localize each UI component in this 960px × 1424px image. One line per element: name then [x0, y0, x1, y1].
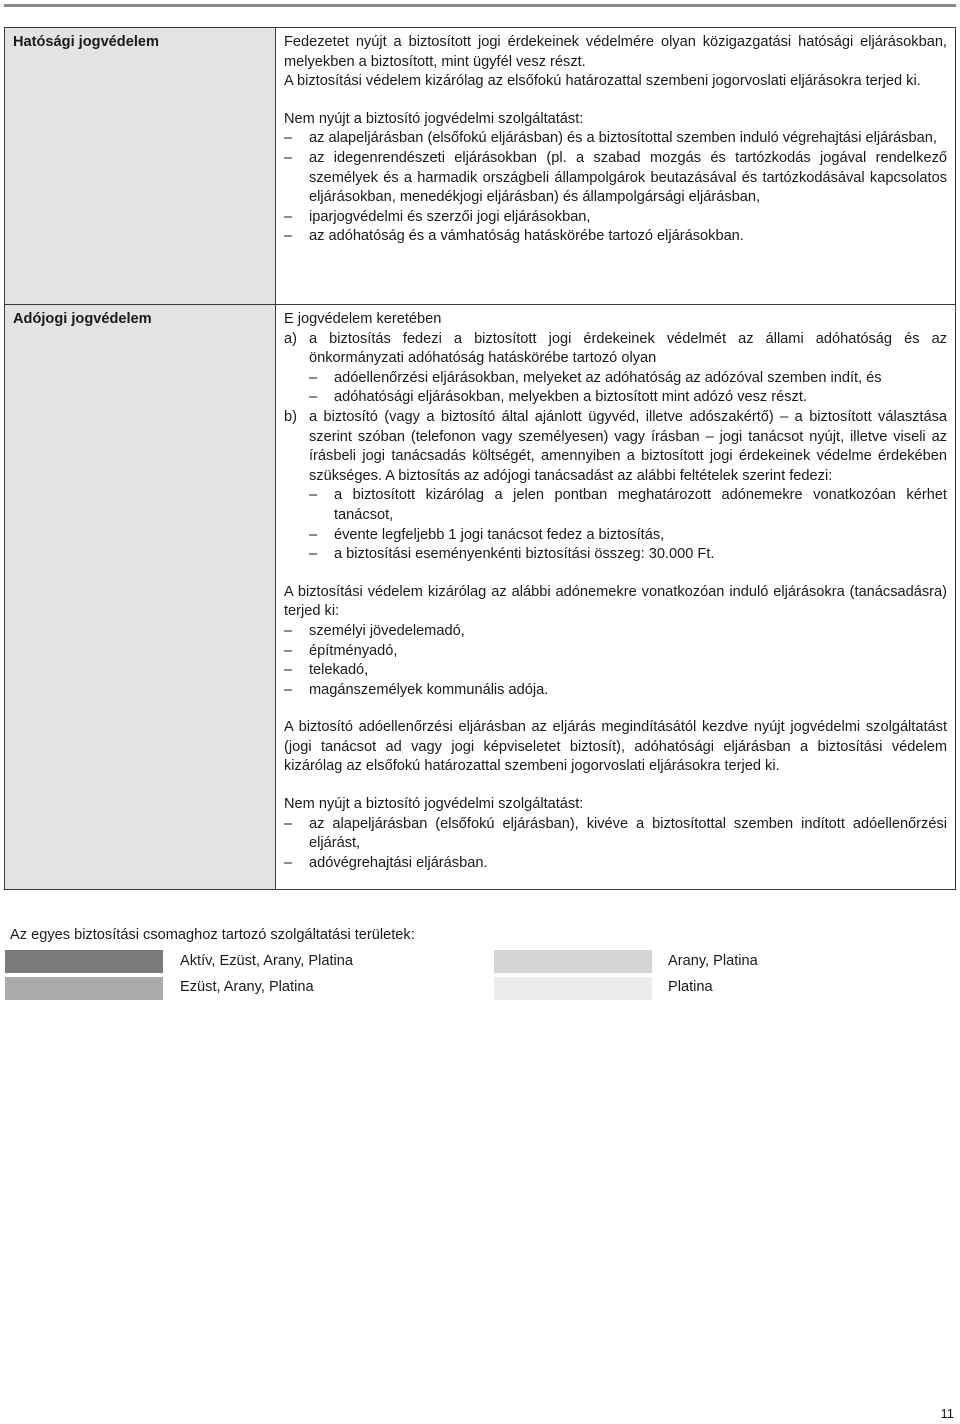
- paragraph: A biztosító adóellenőrzési eljárásban az eljárás megindításától kezdve nyújt jogvédelmi szolgáltatást (jogi tanácsot ad vagy jogi képviseletet biztosít), adóhatósági eljárásban a biztosítási védelem kizárólag az elsőfokú határozattal szembeni jogorvoslati eljárásokra terjed ki.: [284, 719, 947, 775]
- page-number: 11: [940, 1406, 954, 1421]
- list-item: – építményadó,: [284, 642, 947, 662]
- dash-marker: –: [284, 228, 293, 245]
- table-row: [5, 28, 956, 305]
- list-item: – magánszemélyek kommunális adója.: [284, 681, 947, 701]
- list-item: – az alapeljárásban (elsőfokú eljárásban) és a biztosítottal szemben induló végrehajtási eljárásban,: [284, 129, 947, 149]
- row-content: [276, 305, 956, 890]
- top-rule: [4, 4, 956, 7]
- legend-label: Arany, Platina: [668, 953, 758, 969]
- exclusions: [284, 795, 947, 873]
- list-item: – adóellenőrzési eljárásokban, melyeket az adóhatóság az adózóval szemben indít, és: [309, 369, 947, 389]
- legend-swatch: [5, 950, 163, 973]
- exclusions: [284, 110, 947, 247]
- dash-marker: –: [284, 681, 293, 698]
- legend-label: Platina: [668, 979, 713, 995]
- dash-marker: –: [309, 389, 318, 406]
- exclusions-title: Nem nyújt a biztosító jogvédelmi szolgáltatást:: [284, 796, 584, 813]
- paragraph: E jogvédelem keretében: [284, 311, 442, 327]
- dash-marker: –: [284, 815, 293, 832]
- item-marker: b): [284, 408, 297, 425]
- row-content: [276, 28, 956, 305]
- exclusions-title: Nem nyújt a biztosító jogvédelmi szolgáltatást:: [284, 110, 584, 127]
- dash-marker: –: [309, 546, 318, 563]
- dash-marker: –: [284, 662, 293, 679]
- list-item: – évente legfeljebb 1 jogi tanácsot fedez a biztosítás,: [309, 526, 947, 546]
- list-item: – személyi jövedelemadó,: [284, 622, 947, 642]
- dash-marker: –: [284, 642, 293, 659]
- coverage-table: [4, 27, 956, 890]
- legend-swatch: [494, 950, 652, 973]
- legend-title: Az egyes biztosítási csomaghoz tartozó szolgáltatási területek:: [10, 927, 415, 943]
- sub-list: [309, 369, 947, 408]
- legend: [10, 926, 415, 946]
- dash-marker: –: [284, 854, 293, 871]
- list-item: – a biztosított kizárólag a jelen pontban meghatározott adónemekre vonatkozóan kérhet tanácsot,: [309, 486, 947, 525]
- dash-marker: –: [284, 130, 293, 147]
- dash-marker: –: [284, 208, 293, 225]
- row-label: Hatósági jogvédelem: [5, 28, 276, 305]
- paragraph: Fedezetet nyújt a biztosított jogi érdekeinek védelmére olyan közigazgatási hatósági eljárásokban, melyekben a biztosított, mint ügyfél vesz részt.: [284, 34, 947, 70]
- legend-label: Ezüst, Arany, Platina: [180, 979, 314, 995]
- list-item: – az idegenrendészeti eljárásokban (pl. a szabad mozgás és tartózkodás jogával rendelkező személyek és a harmadik országbeli állampolgárok beutazásával és tartózkodásával kapcsolatos eljárásokban, menedékjogi eljárásban) és állampolgársági eljárásban,: [284, 149, 947, 208]
- dash-marker: –: [284, 622, 293, 639]
- list-item: – az adóhatóság és a vámhatóság hatáskörébe tartozó eljárásokban.: [284, 227, 947, 247]
- legend-swatch: [494, 977, 652, 1000]
- dash-marker: –: [309, 487, 318, 504]
- dash-marker: –: [284, 149, 293, 166]
- list-item: a) a biztosítás fedezi a biztosított jogi érdekeinek védelmét az állami adóhatóság és az önkormányzati adóhatóság hatáskörébe tartozó olyan: [284, 330, 947, 369]
- list-item: – telekadó,: [284, 661, 947, 681]
- list-item: – a biztosítási eseményenkénti biztosítási összeg: 30.000 Ft.: [309, 545, 947, 565]
- dash-marker: –: [309, 526, 318, 543]
- list-item: – iparjogvédelmi és szerzői jogi eljárásokban,: [284, 208, 947, 228]
- paragraph: A biztosítási védelem kizárólag az elsőfokú határozattal szembeni jogorvoslati eljárásokra terjed ki.: [284, 73, 921, 90]
- list-item: – adóvégrehajtási eljárásban.: [284, 854, 947, 874]
- list-item: b) a biztosító (vagy a biztosító által ajánlott ügyvéd, illetve adószakértő) – a biztosított választása szerint szóban (telefonon vagy személyesen) vagy írásban – jogi tanácsot nyújt, illetve viseli az írásbeli jogi tanácsadás költségét, amennyiben a biztosított jogi érdekeinek védelme érdekében szükséges. A biztosítás az adójogi tanácsadást az alábbi feltételek szerint fedezi:: [284, 408, 947, 486]
- list-item: – az alapeljárásban (elsőfokú eljárásban), kivéve a biztosítottal szemben indított adóellenőrzési eljárást,: [284, 815, 947, 854]
- item-marker: a): [284, 330, 297, 347]
- table-row: [5, 305, 956, 890]
- row-label: Adójogi jogvédelem: [5, 305, 276, 890]
- legend-swatch: [5, 977, 163, 1000]
- list-item: – adóhatósági eljárásokban, melyekben a biztosított mint adózó vesz részt.: [309, 388, 947, 408]
- paragraph: A biztosítási védelem kizárólag az alábbi adónemekre vonatkozóan induló eljárásokra (tanácsadásra) terjed ki:: [284, 583, 947, 620]
- tax-types: [284, 583, 947, 701]
- dash-marker: –: [309, 369, 318, 386]
- legend-label: Aktív, Ezüst, Arany, Platina: [180, 953, 354, 969]
- sub-list: [309, 486, 947, 564]
